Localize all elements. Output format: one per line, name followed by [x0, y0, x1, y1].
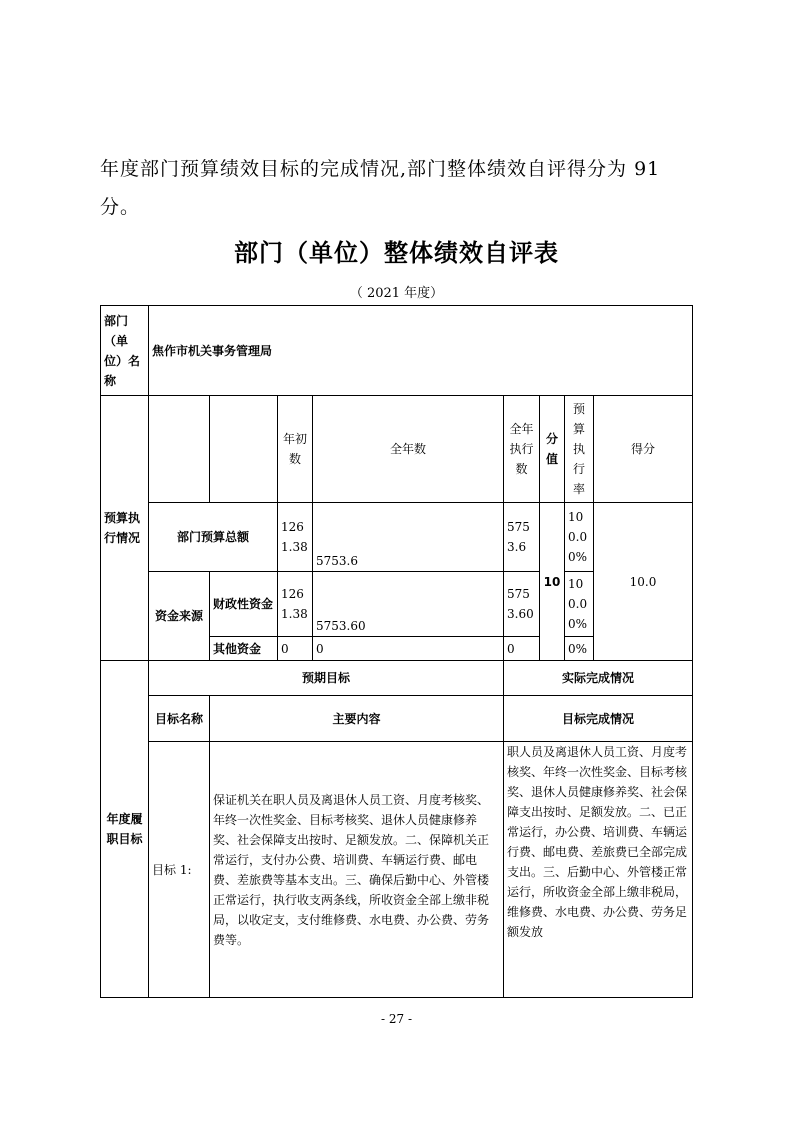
- other-fund-label: 其他资金: [210, 637, 278, 661]
- header-initial: 年初数: [278, 396, 313, 503]
- total-initial: 1261.38: [278, 503, 313, 572]
- header-blank-cell: [210, 396, 278, 503]
- total-rate: 100.00%: [565, 503, 594, 572]
- header-blank-cell: [149, 396, 210, 503]
- annual-target-label: 年度履职目标: [101, 661, 149, 998]
- target-1-content: 保证机关在职人员及离退休人员工资、月度考核奖、年终一次性奖金、目标考核奖、退休人员健康修养奖、社会保障支出按时、足额发放。二、保障机关正常运行，支付办公费、培训费、车辆运行费、邮电费、差旅费等基本支出。三、确保后勤中心、外管楼正常运行，执行收支两条线，所收资金全部上缴非税局，以收定支，支付维修费、水电费、办公费、劳务费等。: [210, 742, 504, 998]
- self-evaluation-table: [100, 305, 693, 998]
- fiscal-executed: 5753.60: [504, 572, 540, 637]
- fiscal-full-year: 5753.60: [313, 572, 504, 637]
- other-initial: 0: [278, 637, 313, 661]
- page-title: 部门（单位）整体绩效自评表: [234, 239, 559, 267]
- page-number: - 27 -: [380, 1012, 412, 1026]
- dept-name-value: 焦作市机关事务管理局: [149, 306, 693, 396]
- total-full-year: 5753.6: [313, 503, 504, 572]
- dept-name-label: 部门（单位）名称: [101, 306, 149, 396]
- total-executed: 5753.6: [504, 503, 540, 572]
- expected-target-header: 预期目标: [149, 661, 504, 696]
- actual-completion-header: 实际完成情况: [504, 661, 693, 696]
- score-value: 10: [540, 503, 565, 661]
- budget-execution-label: 预算执行情况: [101, 396, 149, 661]
- target-completion-header: 目标完成情况: [504, 696, 693, 742]
- fiscal-fund-label: 财政性资金: [210, 572, 278, 637]
- other-full-year: 0: [313, 637, 504, 661]
- intro-paragraph: 年度部门预算绩效目标的完成情况,部门整体绩效自评得分为 91 分。: [100, 158, 661, 218]
- target-1-completion: 职人员及离退休人员工资、月度考核奖、年终一次性奖金、目标考核奖、退休人员健康修养奖、社会保障支出按时、足额发放。二、已正常运行，办公费、培训费、车辆运行费、邮电费、差旅费已全部完成支出。三、后勤中心、外管楼正常运行，所收资金全部上缴非税局，维修费、水电费、办公费、劳务足额发放: [504, 742, 693, 998]
- target-name-header: 目标名称: [149, 696, 210, 742]
- score: 10.0: [594, 503, 693, 661]
- header-score-value: 分值: [540, 396, 565, 503]
- header-executed: 全年执行数: [504, 396, 540, 503]
- header-score: 得分: [594, 396, 693, 503]
- total-budget-label: 部门预算总额: [149, 503, 278, 572]
- other-executed: 0: [504, 637, 540, 661]
- fund-source-label: 资金来源: [149, 572, 210, 661]
- fiscal-rate: 100.00%: [565, 572, 594, 637]
- target-1-name: 目标 1:: [149, 742, 210, 998]
- header-full-year: 全年数: [313, 396, 504, 503]
- main-content-header: 主要内容: [210, 696, 504, 742]
- header-exec-rate: 预算执行率: [565, 396, 594, 503]
- fiscal-initial: 1261.38: [278, 572, 313, 637]
- other-rate: 0%: [565, 637, 594, 661]
- year-label: （ 2021 年度）: [349, 286, 444, 301]
